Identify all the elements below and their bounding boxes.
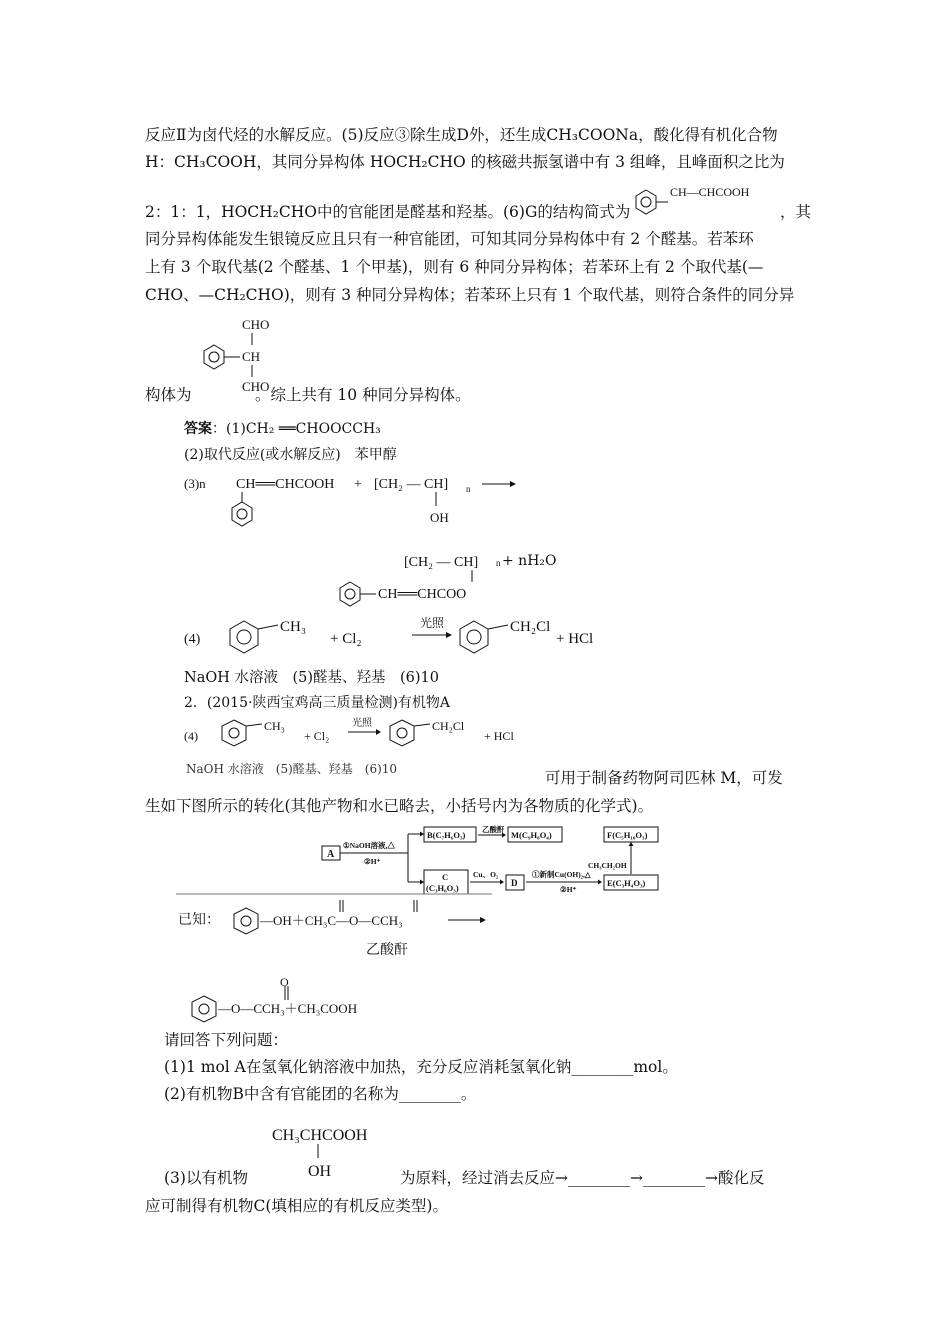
q2-tail: 可用于制备药物阿司匹林 M，可发 [545, 769, 783, 787]
para-line-7b: 。综上共有 10 种同分异构体。 [255, 386, 471, 404]
q2-repeated-equation [184, 716, 564, 756]
g-structure [632, 182, 772, 222]
answer-4-equation [184, 615, 624, 665]
para-line-2: H：CH₃COOH，其同分异构体 HOCH₂CHO 的核磁共振氢谱中有 3 组峰，且峰面积之比为 [145, 153, 785, 171]
svg-text:+ HCl: + HCl [556, 631, 594, 647]
question-2: (2)有机物B中含有官能团的名称为________。 [164, 1085, 477, 1103]
svg-text:n: n [496, 558, 501, 568]
para-line-3: 2：1：1，HOCH₂CHO中的官能团是醛基和羟基。(6)G的结构简式为 [145, 203, 631, 221]
answer-line-1: 答案：(1)CH₂ ══CHOOCCH₃ [184, 421, 381, 437]
answer-3-water: + nH₂O [502, 553, 557, 569]
svg-text:A: A [327, 849, 335, 860]
svg-text:CH══CHCOOH: CH══CHCOOH [236, 477, 335, 492]
q2-header: 2．(2015·陕西宝鸡高三质量检测)有机物A [184, 695, 451, 711]
answer-line-5: NaOH 水溶液 (5)醛基、羟基 (6)10 [184, 670, 440, 686]
svg-text:[CH₂ — CH]: [CH₂ — CH] [404, 555, 479, 570]
question-3-mid: 为原料，经过消去反应→________→________→酸化反 [400, 1169, 765, 1187]
svg-text:CHO: CHO [242, 379, 270, 394]
svg-text:M(C₉H₈O₄): M(C₉H₈O₄) [511, 830, 552, 840]
svg-text:CH: CH [242, 349, 261, 364]
svg-text:—OH＋CH₃C—O—CCH₃: —OH＋CH₃C—O—CCH₃ [260, 913, 403, 928]
svg-text:C: C [442, 872, 449, 882]
svg-text:(4): (4) [184, 632, 201, 647]
svg-text:CH₃CH₂OH: CH₃CH₂OH [588, 861, 627, 870]
answer-line-2: (2)取代反应(或水解反应) 苯甲醇 [184, 447, 397, 463]
para-line-1: 反应Ⅱ为卤代烃的水解反应。(5)反应③除生成D外，还生成CH₃COONa，酸化得有机化合物 [145, 126, 778, 144]
svg-text:CH₃: CH₃ [264, 719, 285, 733]
svg-text:已知：: 已知： [178, 913, 220, 928]
svg-text:②H⁺: ②H⁺ [560, 885, 577, 894]
answer-3-equation [184, 470, 524, 620]
para-line-3-tail: ，其 [780, 203, 812, 221]
q2-line-2: 生如下图所示的转化(其他产物和水已略去，小括号内为各物质的化学式)。 [145, 797, 654, 815]
svg-text:(3)n: (3)n [184, 476, 206, 491]
svg-text:OH: OH [430, 510, 449, 525]
svg-text:+ HCl: + HCl [484, 729, 514, 743]
svg-text:①NaOH溶液,△: ①NaOH溶液,△ [343, 841, 395, 850]
svg-text:D: D [511, 878, 518, 888]
q3-structure [270, 1120, 420, 1180]
question-1: (1)1 mol A在氢氧化钠溶液中加热，充分反应消耗氢氧化钠________mol。 [164, 1058, 678, 1076]
svg-text:OH: OH [308, 1163, 332, 1180]
svg-text:光照: 光照 [420, 616, 445, 630]
svg-text:+ Cl₂: + Cl₂ [330, 631, 362, 647]
question-3-lead: (3)以有机物 [164, 1169, 248, 1187]
svg-text:E(C₃H₄O₃): E(C₃H₄O₃) [607, 878, 646, 888]
svg-text:乙酸酐: 乙酸酐 [482, 825, 505, 834]
known-equation [176, 890, 506, 1000]
svg-text:(C₃H₆O₃): (C₃H₆O₃) [426, 883, 459, 893]
svg-text:②H⁺: ②H⁺ [364, 857, 381, 866]
svg-text:CH₃: CH₃ [280, 619, 307, 635]
reaction-flow-diagram [320, 824, 680, 896]
answer-label: 答案 [184, 421, 212, 437]
svg-text:CHO: CHO [242, 317, 270, 332]
svg-text:(4): (4) [184, 729, 198, 743]
q2-repeated-naoh: NaOH 水溶液 (5)醛基、羟基 (6)10 [186, 762, 398, 776]
question-3-line-2: 应可制得有机物C(填相应的有机反应类型)。 [145, 1197, 448, 1215]
svg-text:CH₂Cl: CH₂Cl [432, 719, 465, 733]
svg-text:B(C₇H₆O₃): B(C₇H₆O₃) [427, 830, 466, 840]
para-line-6: CHO、—CH₂CHO)，则有 3 种同分异构体；若苯环上只有 1 个取代基，则符合条件的同分异 [145, 286, 795, 304]
svg-text:Cu、O₂: Cu、O₂ [473, 870, 499, 879]
svg-text:乙酸酐: 乙酸酐 [366, 943, 408, 958]
svg-text:O: O [280, 975, 289, 989]
svg-text:n: n [466, 484, 471, 494]
svg-text:CH══CHCOO: CH══CHCOO [378, 587, 467, 602]
svg-text:CH₂Cl: CH₂Cl [510, 619, 551, 635]
isomer-structure [198, 315, 308, 395]
para-line-4: 同分异构体能发生银镜反应且只有一种官能团，可知其同分异构体中有 2 个醛基。若苯环 [145, 230, 754, 248]
svg-text:[CH₂ — CH]: [CH₂ — CH] [374, 477, 449, 492]
svg-text:—O—CCH₃＋CH₃COOH: —O—CCH₃＋CH₃COOH [218, 1001, 358, 1016]
para-line-7a: 构体为 [145, 386, 192, 404]
svg-text:光照: 光照 [352, 718, 372, 729]
svg-text:CH₃CHCOOH: CH₃CHCOOH [272, 1127, 368, 1144]
svg-text:①新制Cu(OH)₂,△: ①新制Cu(OH)₂,△ [532, 870, 591, 879]
known-product [188, 994, 448, 1024]
svg-text:+ Cl₂: + Cl₂ [304, 729, 330, 743]
para-line-5: 上有 3 个取代基(2 个醛基、1 个甲基)，则有 6 种同分异构体；若苯环上有 2 个取代基(— [145, 258, 764, 276]
questions-intro: 请回答下列问题： [164, 1031, 289, 1049]
g-formula: CH—CHCOOH [670, 185, 750, 199]
svg-text:+: + [354, 477, 362, 492]
svg-text:F(C₅H₁₀O₃): F(C₅H₁₀O₃) [607, 830, 648, 840]
